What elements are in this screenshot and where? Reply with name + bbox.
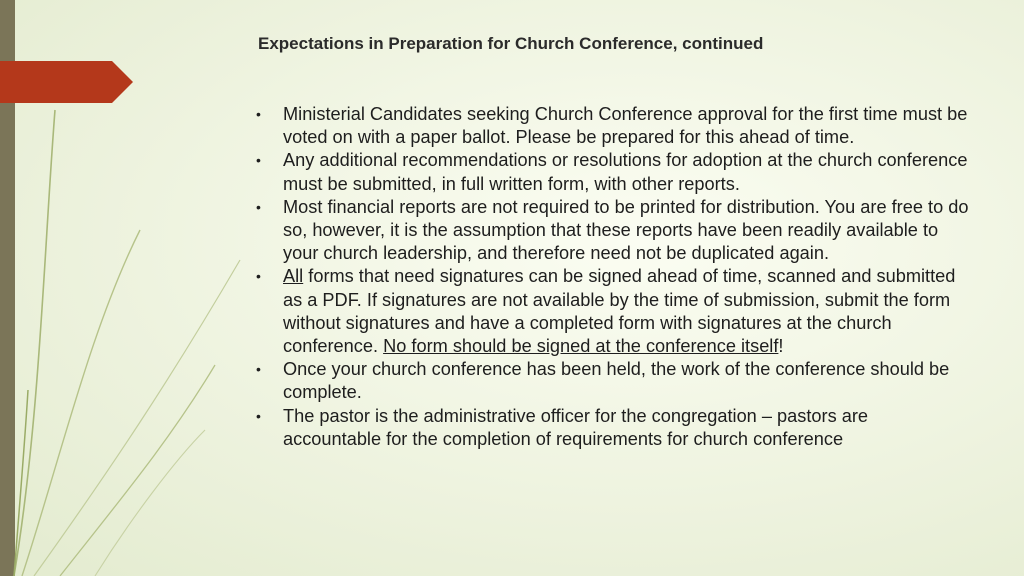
bullet-item bbox=[256, 265, 969, 358]
bullet-dot: • bbox=[256, 361, 261, 378]
bullet-text: Once your church conference has been held, the work of the conference should be complete. bbox=[283, 359, 950, 403]
bullet-dot: • bbox=[256, 106, 261, 122]
bullet-dot: • bbox=[256, 268, 261, 285]
bullet-item bbox=[256, 196, 969, 266]
slide-title: Expectations in Preparation for Church Conference, continued bbox=[258, 34, 764, 53]
bullet-item bbox=[256, 358, 969, 404]
bullet-text: ! bbox=[778, 336, 784, 357]
bullet-list bbox=[256, 103, 969, 451]
red-arrow-banner bbox=[0, 0, 134, 103]
bullet-text: The pastor is the administrative officer for the congregation – pastors are accountable for the completion of requirements for church conference bbox=[283, 405, 869, 449]
bullet-text: Any additional recommendations or resolutions for adoption at the church conference must be submitted, in full written form, with other reports. bbox=[283, 150, 968, 194]
bullet-item bbox=[256, 405, 969, 451]
bullet-text-underlined-all: All bbox=[283, 266, 304, 287]
bullet-item bbox=[256, 149, 969, 195]
bullet-item bbox=[256, 103, 969, 149]
bullet-text-underlined-warning: No form should be signed at the conference itself bbox=[383, 336, 779, 357]
bullet-dot: • bbox=[256, 152, 261, 169]
bullet-text: Most financial reports are not required to be printed for distribution. You are free to do so, however, it is the assumption that these reports have been readily available to your church leadership, and therefore need not be duplicated again. bbox=[283, 196, 969, 264]
bullet-dot: • bbox=[256, 407, 261, 424]
bullet-dot: • bbox=[256, 198, 261, 215]
bullet-text: forms that need signatures can be signed ahead of time, scanned and submitted as a PDF. If signatures are not available by the time of submission, submit the form without signatures and have a completed form with signatures at the church conference. bbox=[283, 266, 956, 357]
bullet-text: Ministerial Candidates seeking Church Conference approval for the first time must be voted on with a paper ballot. Please be prepared for this ahead of time. bbox=[283, 104, 968, 148]
